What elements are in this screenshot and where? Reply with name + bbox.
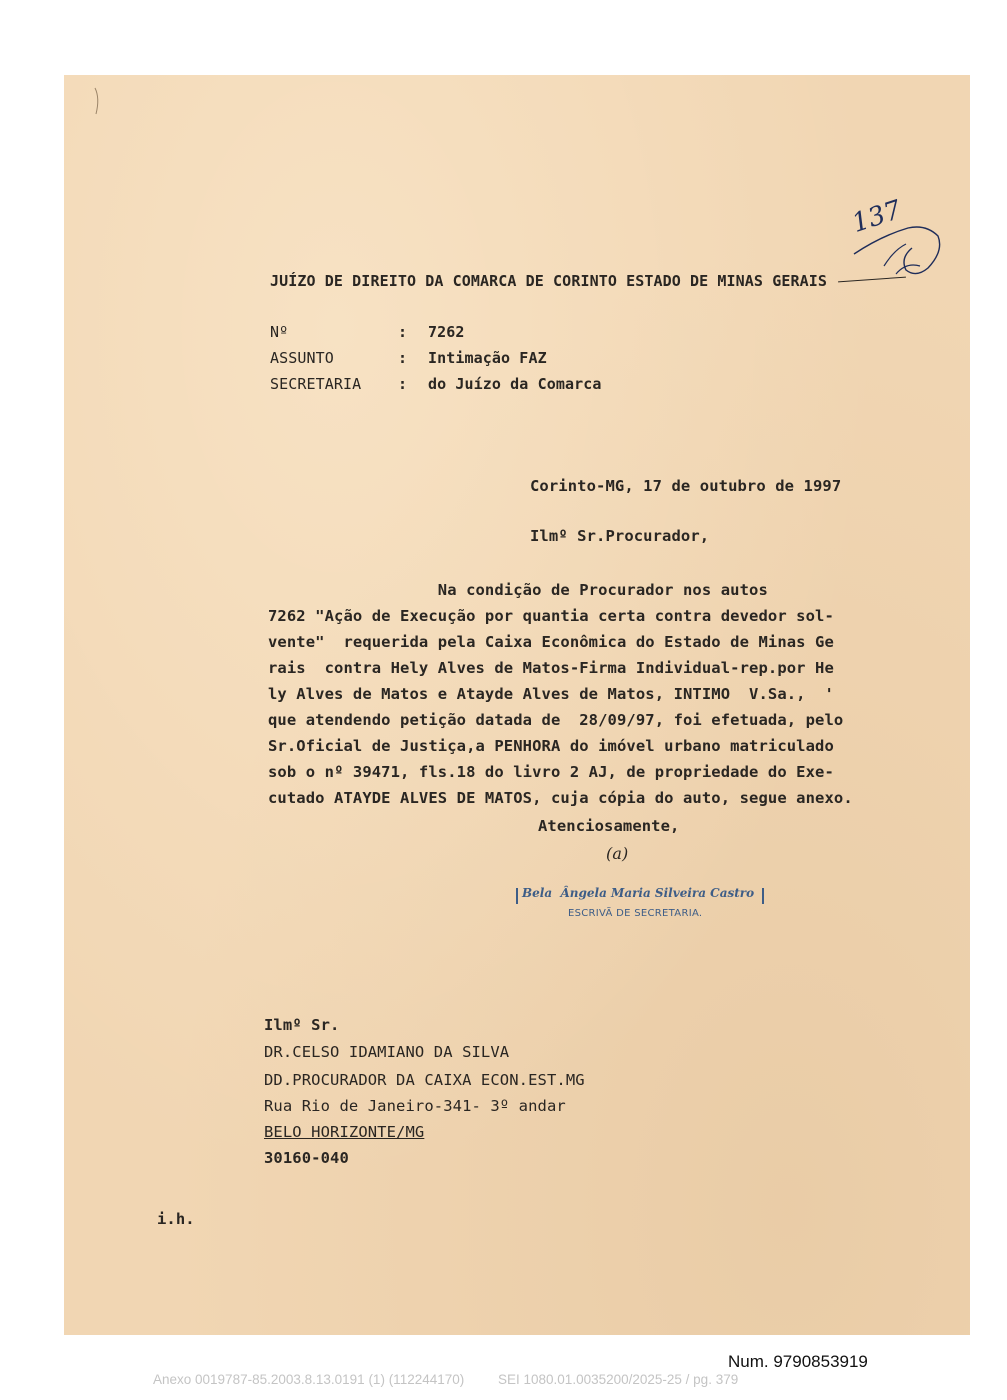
document-page [64,75,970,1335]
body-line: cutado ATAYDE ALVES DE MATOS, cuja cópia do auto, segue anexo. [268,789,853,807]
body-line: Na condição de Procurador nos autos [268,581,768,599]
stamp-signature: Bela Ângela Maria Silveira Castro [522,886,755,900]
secretary-stamp [512,886,772,926]
body-line: sob o nº 39471, fls.18 do livro 2 AJ, de propriedade do Exe- [268,763,834,781]
meta-value-secretariat: do Juízo da Comarca [428,375,602,393]
salutation: Ilmº Sr.Procurador, [530,527,710,545]
meta-label-number: Nº [270,323,289,341]
recipient-title: DD.PROCURADOR DA CAIXA ECON.EST.MG [264,1071,585,1089]
meta-label-secretariat: SECRETARIA [270,375,362,393]
handwritten-page-annotation [846,196,946,286]
meta-value-number: 7262 [428,323,465,341]
court-header: JUÍZO DE DIREITO DA COMARCA DE CORINTO ESTADO DE MINAS GERAIS [270,272,827,290]
meta-value-subject: Intimação FAZ [428,349,547,367]
meta-colon: : [398,375,408,393]
signature-mark: (a) [606,844,629,863]
recipient-greeting: Ilmº Sr. [264,1016,340,1034]
body-line: rais contra Hely Alves de Matos-Firma Individual-rep.por He [268,659,834,677]
typist-initials: i.h. [157,1210,195,1228]
stamp-bracket-right [762,888,764,904]
footer-reference: Anexo 0019787-85.2003.8.13.0191 (1) (112244170) SEI 1080.01.0035200/2025-25 / pg. 379 [153,1372,739,1387]
margin-pencil-mark [92,86,102,116]
recipient-zip: 30160-040 [264,1149,349,1167]
recipient-city: BELO HORIZONTE/MG [264,1123,425,1141]
meta-colon: : [398,323,408,341]
handwritten-page-number: 137 [848,195,906,239]
recipient-street: Rua Rio de Janeiro-341- 3º andar [264,1097,566,1115]
body-line: que atendendo petição datada de 28/09/97, foi efetuada, pelo [268,711,844,729]
stamp-bracket-left [516,888,518,904]
stamp-role: ESCRIVÃ DE SECRETARIA. [568,908,703,919]
meta-colon: : [398,349,408,367]
date-line: Corinto-MG, 17 de outubro de 1997 [530,477,842,495]
body-line: 7262 "Ação de Execução por quantia certa contra devedor sol- [268,607,834,625]
body-line: ly Alves de Matos e Atayde Alves de Matos, INTIMO V.Sa., ' [268,685,834,703]
document-number: Num. 9790853919 [728,1352,868,1371]
body-line: Sr.Oficial de Justiça,a PENHORA do imóvel urbano matriculado [268,737,834,755]
closing: Atenciosamente, [538,817,680,835]
recipient-name: DR.CELSO IDAMIANO DA SILVA [264,1043,510,1061]
body-line: vente" requerida pela Caixa Econômica do Estado de Minas Ge [268,633,834,651]
meta-label-subject: ASSUNTO [270,349,334,367]
